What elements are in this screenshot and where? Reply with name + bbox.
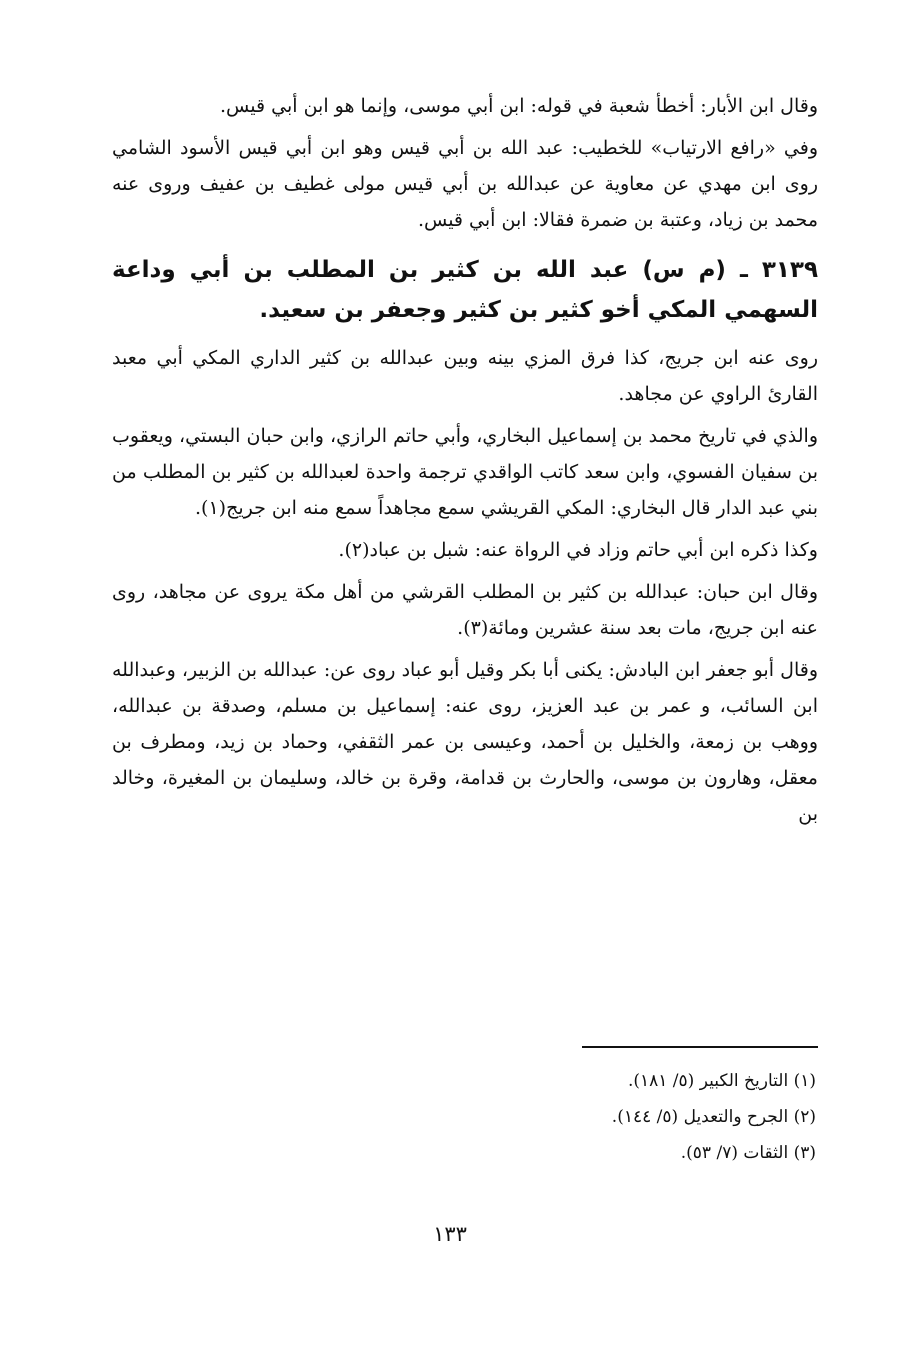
paragraph-ibn-abi-hatim: وكذا ذكره ابن أبي حاتم وزاد في الرواة عنه: شبل بن عباد(٢). xyxy=(338,539,818,561)
paragraph-bukhari: والذي في تاريخ محمد بن إسماعيل البخاري، وأبي حاتم الرازي، وابن حبان البستي، ويعقوب بن سفيان الفسوي، وابن سعد كاتب الواقدي ترجمة واحدة لعبدالله بن كثير بن المطلب من بني عبد الدار قال البخاري: المكي القريشي سمع مجاهداً سمع منه ابن جريج(١). xyxy=(112,425,818,519)
footnote-divider xyxy=(582,1046,818,1048)
page-number: ١٣٣ xyxy=(433,1222,467,1246)
paragraph-ibn-al-abbar: وقال ابن الأبار: أخطأ شعبة في قوله: ابن أبي موسى، وإنما هو ابن أبي قيس. xyxy=(220,95,818,117)
footnote-3: (٣) الثقات (٧/ ٥٣). xyxy=(680,1143,816,1163)
paragraph-narrators: روى عنه ابن جريج، كذا فرق المزي بينه وبين عبدالله بن كثير الداري المكي أبي معبد القارئ الراوي عن مجاهد. xyxy=(112,347,818,405)
footnote-2: (٢) الجرح والتعديل (٥/ ١٤٤). xyxy=(611,1107,816,1127)
main-text xyxy=(112,88,818,838)
footnotes xyxy=(112,1063,816,1171)
footnote-1: (١) التاريخ الكبير (٥/ ١٨١). xyxy=(627,1071,816,1091)
paragraph-ibn-hibban: وقال ابن حبان: عبدالله بن كثير بن المطلب القرشي من أهل مكة يروى عن مجاهد، روى عنه ابن جريج، مات بعد سنة عشرين ومائة(٣). xyxy=(112,581,818,639)
paragraph-rafi-al-irtiyab: وفي «رافع الارتياب» للخطيب: عبد الله بن أبي قيس وهو ابن أبي قيس الأسود الشامي روى ابن مهدي عن معاوية عن عبدالله بن أبي قيس مولى غطيف بن عفيف وروى عنه محمد بن زياد، وعتبة بن ضمرة فقالا: ابن أبي قيس. xyxy=(112,137,818,231)
paragraph-ibn-al-badish: وقال أبو جعفر ابن البادش: يكنى أبا بكر وقيل أبو عباد روى عن: عبدالله بن الزبير، وعبدالله ابن السائب، و عمر بن عبد العزيز، روى عنه: إسماعيل بن مسلم، وصدقة بن عبدالله، ووهب بن زمعة، والخليل بن أحمد، وعيسى بن عمر الثقفي، وحماد بن زيد، ومطرف بن معقل، وهارون بن موسى، والحارث بن قدامة، وقرة بن خالد، وسليمان بن المغيرة، وخالد بن xyxy=(112,659,818,825)
entry-heading: ٣١٣٩ ـ (م س) عبد الله بن كثير بن المطلب بن أبي وداعة السهمي المكي أخو كثير بن كثير وجعفر بن سعيد. xyxy=(112,257,818,323)
